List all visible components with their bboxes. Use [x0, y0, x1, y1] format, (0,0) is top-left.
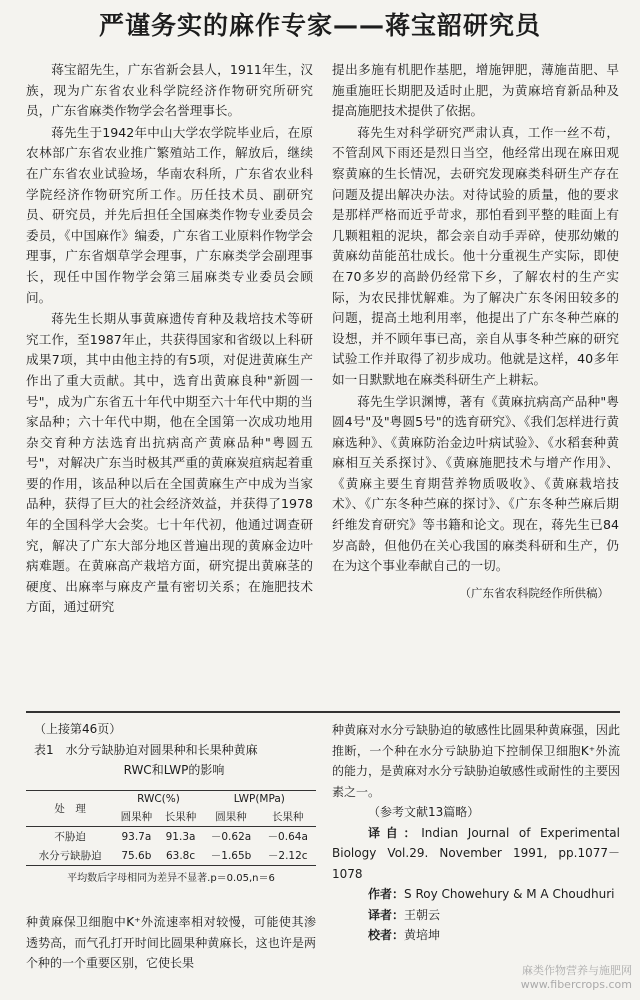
table-label: 表1	[34, 743, 54, 757]
cell: －0.64a	[267, 831, 308, 843]
sub-header: 长果种	[158, 807, 202, 827]
article-title: 严谨务实的麻作专家——蒋宝韶研究员	[98, 11, 541, 40]
group-header-rwc: RWC(%)	[114, 791, 202, 808]
cell: 75.6b	[114, 846, 158, 866]
authors: S Roy Chowehury & M A Choudhuri	[404, 887, 615, 901]
watermark-line-2: www.fibercrops.com	[520, 978, 632, 991]
paragraph: 蒋先生于1942年中山大学农学院毕业后，在原农林部广东省农业推广繁殖站工作，解放后，继续在广东省农业试验场，华南农科所，广东省农业科学院经济作物研究所工作。历任技术员、副研究员、研究员，并先后担任全国麻类作物专业委员会委员，《中国麻作》编委，广东省工业原料作物学会理事，广东省烟草学会理事，广东麻类学会副理事长，现任中国作物学会第三届麻类专业委员会顾问。	[26, 124, 313, 305]
cell: 91.3a	[165, 830, 196, 843]
source-label: 译自：	[368, 825, 422, 840]
table-caption	[34, 740, 314, 780]
bottom-right-text	[332, 720, 620, 946]
cell: －1.65b	[203, 846, 260, 866]
translator-label: 译者：	[368, 907, 405, 922]
authors-label: 作者：	[368, 887, 405, 901]
sub-header: 圆果种	[114, 807, 158, 827]
sub-header: 长果种	[259, 807, 316, 827]
bottom-left-text	[26, 912, 316, 974]
proofreader: 黄培坤	[404, 928, 441, 942]
continued-note: （上接第46页）	[34, 722, 122, 736]
translator: 王朝云	[404, 907, 441, 922]
references-note: （参考文献13篇略）	[368, 805, 480, 819]
paragraph: 蒋先生长期从事黄麻遗传育种及栽培技术等研究工作，至1987年止，共获得国家和省级以上科研成果7项，其中由他主持的有5项，对促进黄麻生产作出了重大贡献。其中，选育出黄麻良种"新圆一号"，成为广东省五十年代中期至六十年代中期的当家品种；六十年代中期，他在全国第一次成功地用杂交育种方法选育出抗病高产黄麻品种"粤圆五号"，对解决广东当时极其严重的黄麻炭疽病起着重要的作用，该品种以后在全国黄麻生产中成为当家品种，获得了巨大的社会经济效益，并获得了1978年的全国科学大会奖。七十年代初，他通过调查研究，解决了广东大部分地区普遍出现的黄麻金边叶病难题。在黄麻高产栽培方面，研究提出黄麻茎的硬度、出麻率与麻皮产量有密切关系；在施肥技术方面，通过研究	[26, 311, 313, 615]
left-column	[26, 60, 313, 619]
watermark	[521, 962, 632, 991]
sub-header: 圆果种	[203, 807, 260, 827]
paragraph: 提出多施有机肥作基肥，增施钾肥，薄施苗肥、早施重施旺长期肥及适时止肥，为黄麻培育新品种及提高施肥技术提供了依据。	[332, 62, 619, 119]
section-divider	[26, 711, 620, 713]
table-note: 平均数后字母相同为差异不显著.p＝0.05,n＝6	[67, 873, 275, 884]
cell: 93.7a	[121, 830, 152, 843]
group-header-lwp: LWP(MPa)	[203, 791, 316, 808]
cell: 63.8c	[158, 846, 202, 866]
cell: －2.12c	[259, 846, 316, 866]
data-table	[26, 790, 316, 884]
right-column	[332, 60, 619, 603]
row-label: 不胁迫	[54, 831, 86, 843]
paragraph: 种黄麻对水分亏缺胁迫的敏感性比圆果种黄麻强，因此推断，一个种在水分亏缺胁迫下控制保卫细胞K⁺外流的能力，是黄麻对水分亏缺胁迫敏感性或耐性的主要因素之一。	[332, 723, 621, 799]
proofreader-label: 校者：	[368, 928, 405, 942]
table-row	[26, 846, 316, 866]
paragraph: 蒋先生学识渊博，著有《黄麻抗病高产品种"粤圆4号"及"粤圆5号"的选育研究》、《我们怎样进行黄麻选种》、《黄麻防治金边叶病试验》、《水稻套种黄麻相互关系探讨》、《黄麻施肥技术与增产作用》、《黄麻主要生育期营养物质吸收》、《黄麻栽培技术》、《广东冬种苎麻的探讨》、《广东冬种苎麻后期纤维发育研究》等书籍和论文。现在，蒋先生已84岁高龄，但他仍在关心我国的麻类科研和生产，仍在为这个事业奉献自己的一切。	[332, 393, 619, 574]
credit-line: （广东省农科院经作所供稿）	[459, 585, 609, 600]
paragraph: 蒋先生对科学研究严肃认真，工作一丝不苟，不管刮风下雨还是烈日当空，他经常出现在麻田观察黄麻的生长情况，去研究发现麻类科研生产存在问题及提出解决办法。对待试验的质量，他的要求是那样严格而近乎苛求，那怕看到平整的畦面上有几颗粗粗的泥块，都会亲自动手弄碎，使那幼嫩的黄麻幼苗能茁壮成长。他十分重视生产实际，即使在70多岁的高龄仍经常下乡，了解农村的生产实际，为农民排忧解难。为了解决广东冬闲田较多的问题，提高土地利用率，他提出了广东冬种苎麻的设想，并不顾年事已高，亲自从事冬种苎麻的研究试验工作并取得了初步成功。他就是这样，40多年如一日默默地在麻类科研生产上耕耘。	[332, 124, 619, 387]
paragraph: 蒋宝韶先生，广东省新会县人，1911年生，汉族，现为广东省农业科学院经济作物研究所研究员，广东省麻类作物学会名誉理事长。	[26, 62, 313, 119]
cell: －0.62a	[210, 831, 252, 843]
watermark-line-1: 麻类作物营养与施肥网	[522, 964, 632, 977]
table-row	[26, 827, 316, 847]
source-text: Indian Journal of Experimental Biology Vol.29. November 1991, pp.1077－1078	[332, 825, 620, 881]
caption-line-1: 水分亏缺胁迫对圆果种和长果种黄麻	[65, 743, 258, 757]
caption-line-2: RWC和LWP的影响	[123, 763, 225, 777]
row-label: 水分亏缺胁迫	[26, 846, 114, 866]
row-header: 处 理	[26, 791, 114, 827]
paragraph: 种黄麻保卫细胞中K⁺外流速率相对较慢，可能使其渗透势高，而气孔打开时间比圆果种黄麻长，这也许是两个种的一个重要区别，它使长果	[26, 915, 316, 970]
